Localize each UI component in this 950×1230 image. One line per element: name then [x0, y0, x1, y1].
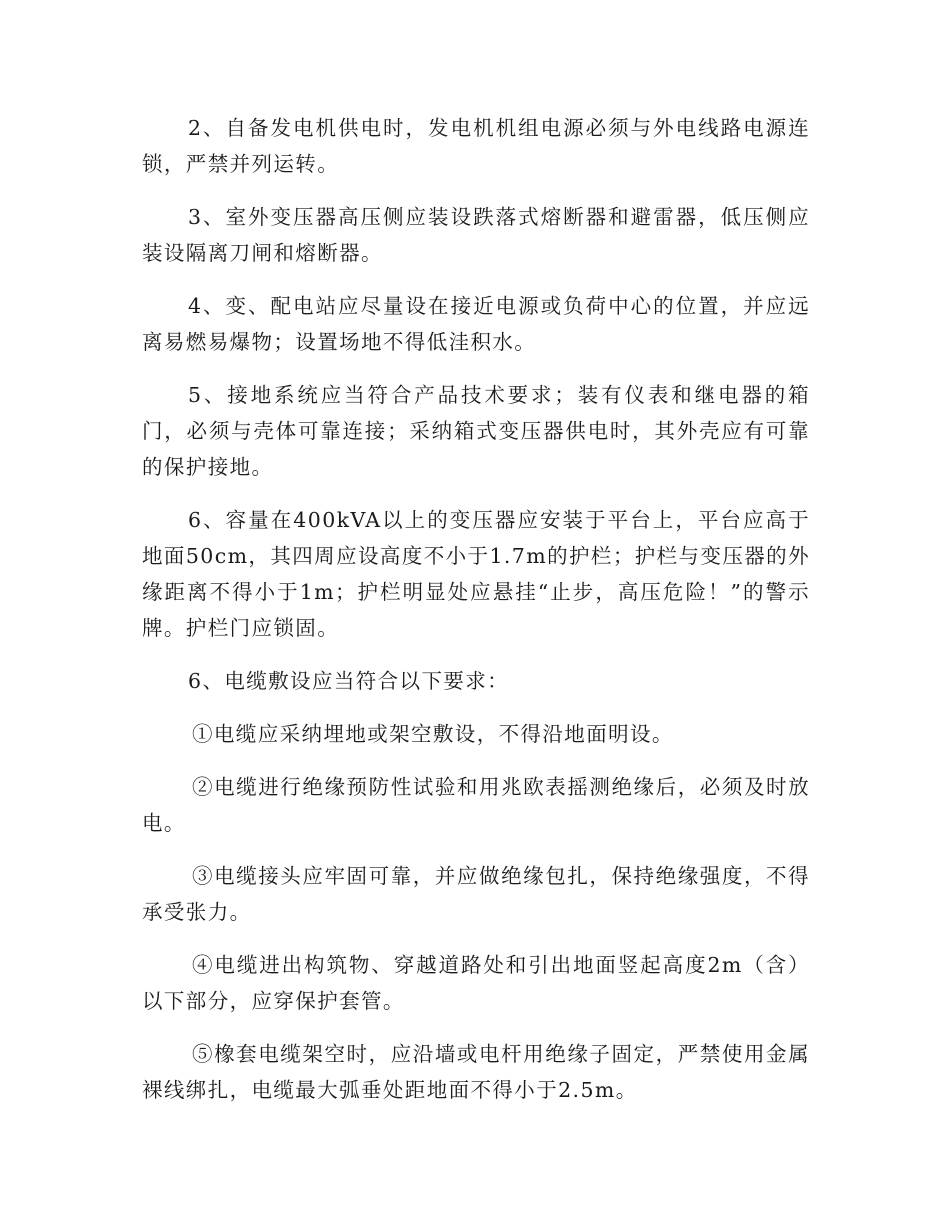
list-item-cable-4: ④电缆进出构筑物、穿越道路处和引出地面竖起高度2m（含）以下部分，应穿保护套管。: [142, 953, 810, 1013]
list-item-cable-2: ②电缆进行绝缘预防性试验和用兆欧表摇测绝缘后，必须及时放电。: [142, 775, 810, 835]
list-item-cable-5: ⑤橡套电缆架空时，应沿墙或电杆用绝缘子固定，严禁使用金属裸线绑扎，电缆最大弧垂处距地面不得小于2.5m。: [142, 1042, 810, 1102]
paragraph-generator-interlock: 2、自备发电机供电时，发电机机组电源必须与外电线路电源连锁，严禁并列运转。: [142, 116, 810, 176]
paragraph-grounding-system: 5、接地系统应当符合产品技术要求；装有仪表和继电器的箱门，必须与壳体可靠连接；采纳箱式变压器供电时，其外壳应有可靠的保护接地。: [142, 383, 810, 479]
list-item-cable-3: ③电缆接头应牢固可靠，并应做绝缘包扎，保持绝缘强度，不得承受张力。: [142, 864, 810, 924]
list-item-cable-1: ①电缆应采纳埋地或架空敷设，不得沿地面明设。: [192, 722, 674, 746]
paragraph-cable-laying-heading: 6、电缆敷设应当符合以下要求：: [188, 669, 510, 693]
document-body: [142, 110, 810, 1125]
paragraph-transformer-platform: 6、容量在400kVA以上的变压器应安装于平台上，平台应高于地面50cm，其四周应设高度不小于1.7m的护栏；护栏与变压器的外缘距离不得小于1m；护栏明显处应悬挂“止步，高压危险！”的警示牌。护栏门应锁固。: [142, 508, 810, 640]
paragraph-substation-location: 4、变、配电站应尽量设在接近电源或负荷中心的位置，并应远离易燃易爆物；设置场地不得低洼积水。: [142, 294, 810, 354]
paragraph-outdoor-transformer: 3、室外变压器高压侧应装设跌落式熔断器和避雷器，低压侧应装设隔离刀闸和熔断器。: [142, 205, 810, 265]
